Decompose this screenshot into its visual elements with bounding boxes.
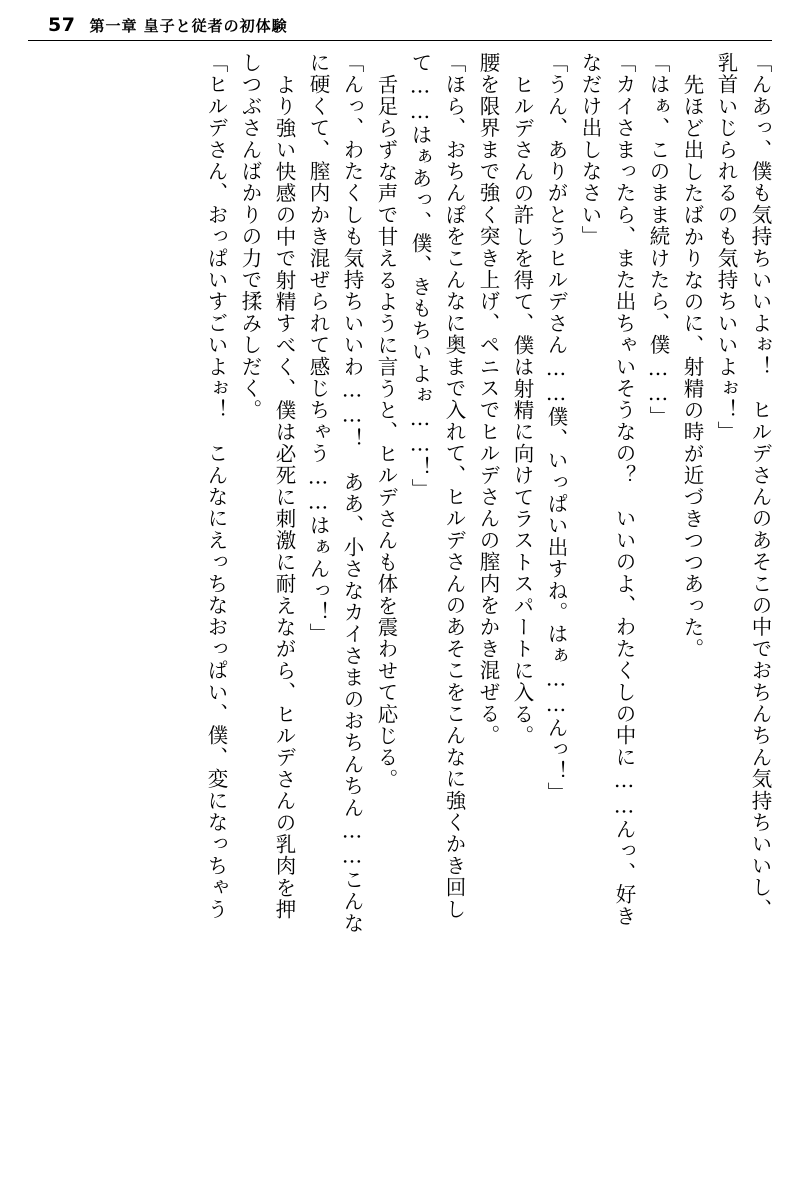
text-column: 「ヒルデさん、おっぱいすごいよぉ！ こんなにえっちなおっぱい、僕、変になっちゃう [204,52,228,920]
text-column: 「ほら、おちんぽをこんなに奥まで入れて、ヒルデさんのあそこをこんなに強くかき回し [442,52,466,920]
page-body [30,52,770,1182]
text-column: て……はぁあっ、僕、きもちいよぉ……！」 [408,52,432,500]
text-column: に硬くて、膣内かき混ぜられて感じちゃう……はぁんっ！」 [306,52,330,645]
page-number: 57 [48,14,76,36]
text-column: 舌足らずな声で甘えるように言うと、ヒルデさんも体を震わせて応じる。 [374,74,398,791]
text-column: より強い快感の中で射精すべく、僕は必死に刺激に耐えながら、ヒルデさんの乳肉を押 [272,74,296,921]
page-header [48,10,752,40]
text-column: ヒルデさんの許しを得て、僕は射精に向けてラストスパートに入る。 [510,74,534,747]
text-column: 「うん、ありがとうヒルデさん……僕、いっぱい出すね。はぁ……んっ！」 [544,52,568,804]
header-divider [28,40,772,41]
text-column: 「んっ、わたくしも気持ちいいわ……！ ああ、小さなカイさまのおちんちん……こんな [340,52,364,934]
text-column: 「カイさまったら、また出ちゃいそうなの？ いいのよ、わたくしの中に……んっ、好き [612,52,636,927]
text-column: 腰を限界まで強く突き上げ、ペニスでヒルデさんの膣内をかき混ぜる。 [476,52,500,747]
text-column: 「はぁ、このまま続けたら、僕……」 [646,52,670,428]
text-column: しつぶさんばかりの力で揉みしだく。 [238,52,262,421]
text-column: 乳首いじられるのも気持ちいいよぉ！」 [714,52,738,443]
text-column: 先ほど出したばかりなのに、射精の時が近づきつつあった。 [680,74,704,660]
chapter-title: 第一章 皇子と従者の初体験 [89,16,288,35]
text-column: なだけ出しなさい」 [578,52,602,248]
text-column: 「んあっ、僕も気持ちいいよぉ！ ヒルデさんのあそこの中でおちんちん気持ちいいし、 [748,52,772,920]
